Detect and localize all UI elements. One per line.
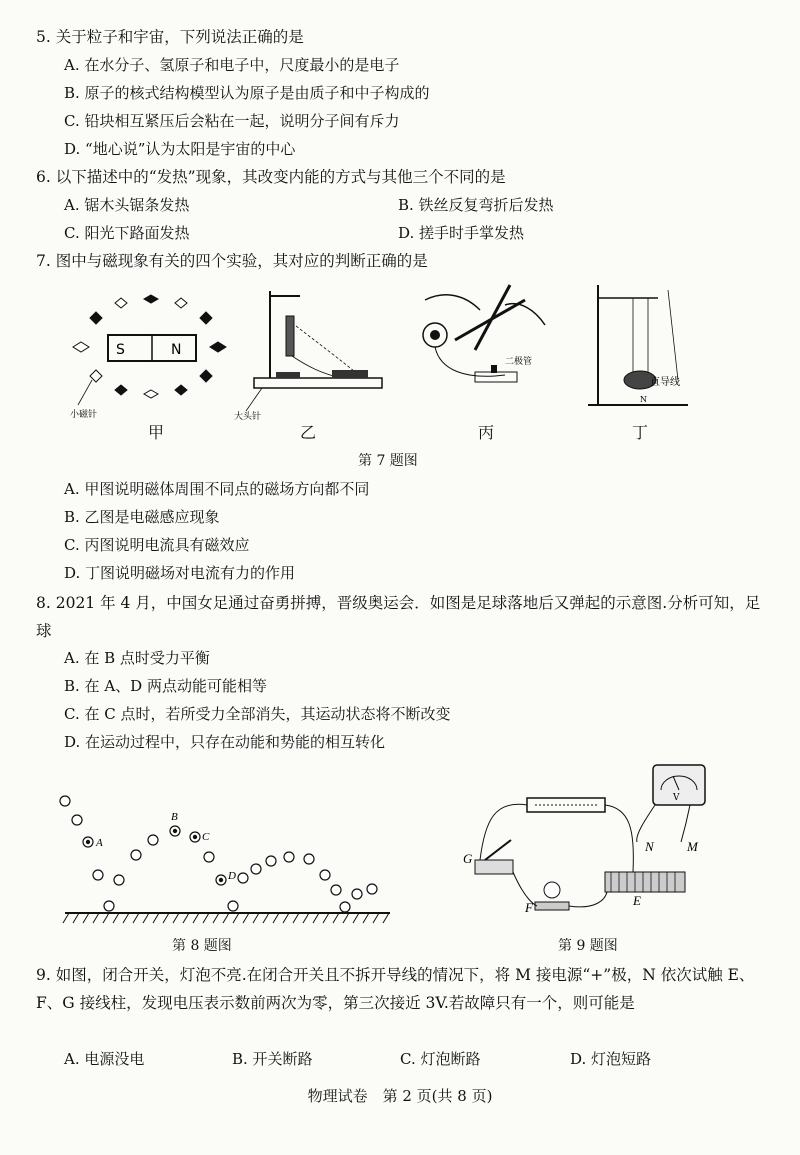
q6-option-b: B. 铁丝反复弯折后发热 [398,196,554,214]
bulb [544,882,560,898]
q8-stem: 8. 2021 年 4 月，中国女足通过奋勇拼搏，晋级奥运会．如图是足球落地后又弹起的示意图.分析可知，足球 [36,594,761,640]
ball-positions [60,796,377,912]
pin-label: 大头针 [234,412,262,421]
diode-label: 二极管 [505,357,533,367]
bulb-base [535,902,569,910]
q8-option-a: A. 在 B 点时受力平衡 [64,649,210,667]
fig8-caption: 第 8 题图 [172,938,232,954]
point-c-label: C [202,831,210,843]
fig9-caption: 第 9 题图 [558,938,618,954]
terminal-m-label: M [687,839,698,854]
q9-figure [455,760,715,932]
q8-figure [55,785,395,930]
q9-option-b: B. 开关断路 [232,1050,313,1068]
q5-option-d: D. “地心说”认为太阳是宇宙的中心 [64,140,296,158]
q7-figure-jia [66,290,236,420]
terminal-n-label: N [645,839,654,854]
wire-label: 直导线 [650,377,680,388]
compass-label: 小磁针 [70,410,98,420]
terminal-e-label: E [633,893,641,908]
switch [475,860,513,874]
q7-option-d: D. 丁图说明磁场对电流有力的作用 [64,564,296,582]
q9-option-c: C. 灯泡断路 [400,1050,481,1068]
magnet-n-small-label: N [640,395,647,404]
point-b-label: B [171,811,178,823]
q8-option-c: C. 在 C 点时，若所受力全部消失，其运动状态将不断改变 [64,705,451,723]
q7-option-a: A. 甲图说明磁体周围不同点的磁场方向都不同 [64,480,370,498]
q7-option-c: C. 丙图说明电流具有磁效应 [64,536,250,554]
q6-option-d: D. 搓手时手掌发热 [398,224,525,242]
q5-option-b: B. 原子的核式结构模型认为原子是由质子和中子构成的 [64,84,430,102]
battery [527,798,605,812]
q8-option-b: B. 在 A、D 两点动能可能相等 [64,677,267,695]
q6-stem: 6. 以下描述中的“发热”现象，其改变内能的方式与其他三个不同的是 [36,168,506,186]
fig7-caption: 第 7 题图 [358,453,418,469]
q8-option-d: D. 在运动过程中，只存在动能和势能的相互转化 [64,733,386,751]
fig7-label-bing: 丙 [478,423,495,442]
page-footer: 物理试卷 第 2 页(共 8 页) [307,1087,493,1105]
q6-option-a: A. 锯木头锯条发热 [64,196,190,214]
compass-needles [73,295,226,398]
q9-option-d: D. 灯泡短路 [570,1050,652,1068]
point-d-label: D [228,870,236,882]
rheostat [605,872,685,892]
q5-stem: 5. 关于粒子和宇宙，下列说法正确的是 [36,28,304,46]
q7-option-b: B. 乙图是电磁感应现象 [64,508,220,526]
q7-figure-ding [578,280,708,420]
fig7-label-yi: 乙 [300,423,317,442]
voltmeter-v-label: V [673,793,680,803]
fig7-label-jia: 甲 [148,423,165,442]
terminal-g-label: G [463,851,473,866]
q7-figure-bing [405,280,555,410]
terminal-f-label: F [525,900,533,915]
q6-option-c: C. 阳光下路面发热 [64,224,190,242]
q9-option-a: A. 电源没电 [64,1050,145,1068]
q7-stem: 7. 图中与磁现象有关的四个实验，其对应的判断正确的是 [36,252,428,270]
magnet-n-label: N [171,342,182,358]
point-a-label: A [96,837,103,849]
q5-option-a: A. 在水分子、氢原子和电子中，尺度最小的是电子 [64,56,400,74]
fig7-label-ding: 丁 [632,423,649,442]
magnet-s-label: S [116,342,125,358]
q5-option-c: C. 铅块相互紧压后会粘在一起，说明分子间有斥力 [64,112,400,130]
q9-stem: 9. 如图，闭合开关，灯泡不亮.在闭合开关且不拆开导线的情况下，将 M 接电源“+”极，N 依次试触 E、F、G 接线柱，发现电压表示数前两次为零，第三次接近 3V.若故障只有一个，则可能是 [36,966,755,1012]
q7-figure-yi [232,286,392,421]
